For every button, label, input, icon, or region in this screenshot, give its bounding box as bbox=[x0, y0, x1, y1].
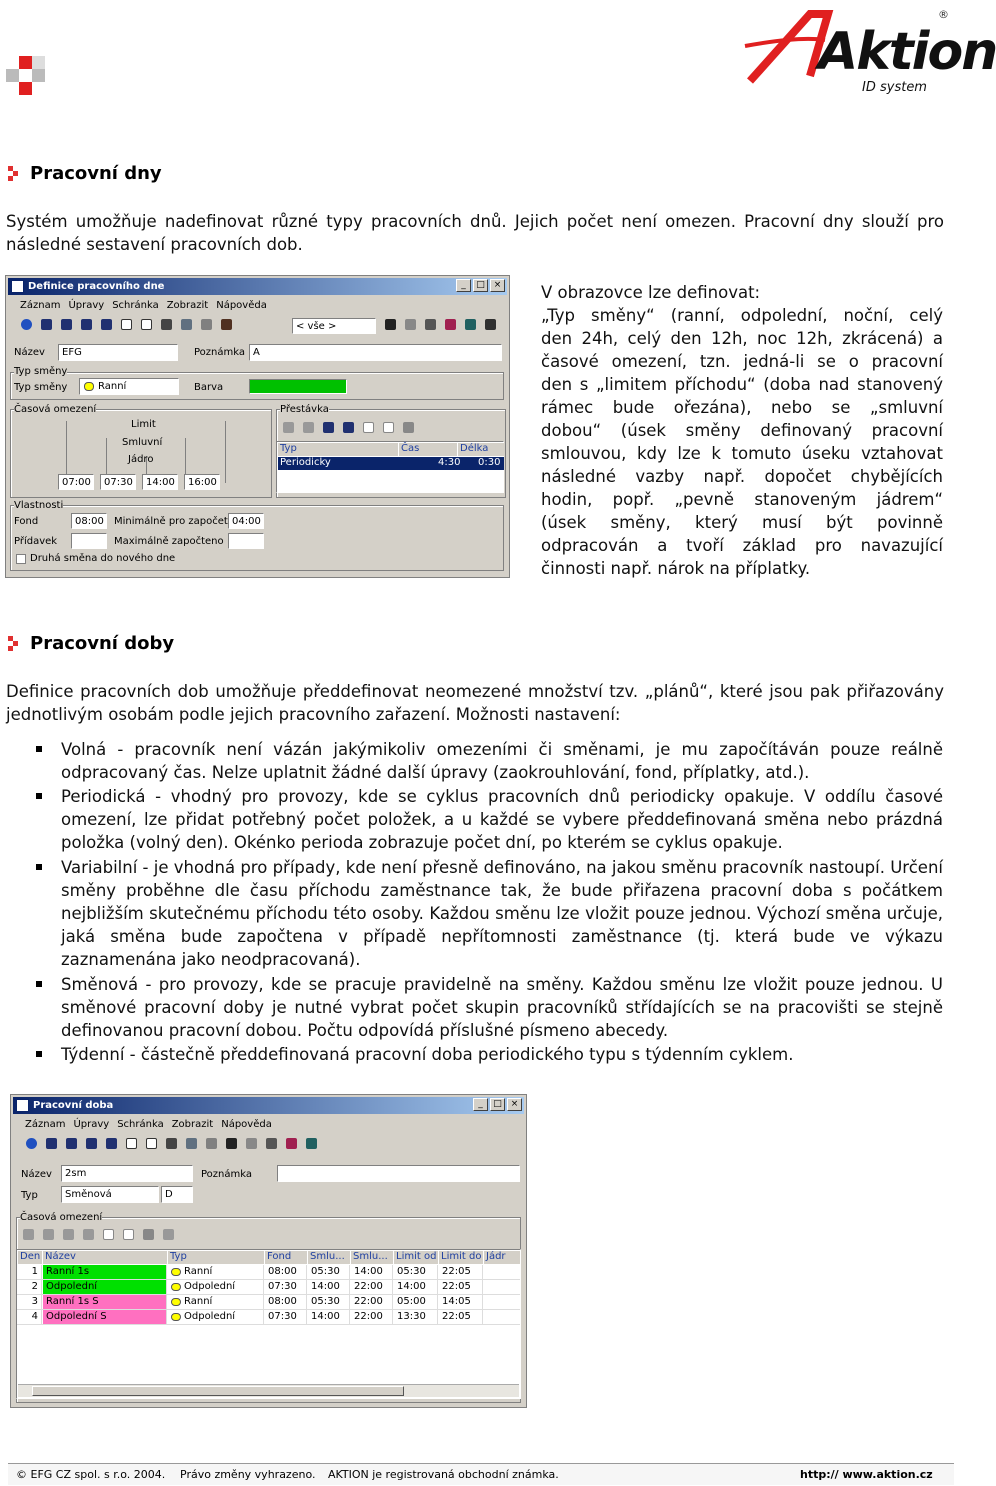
last-record-icon[interactable] bbox=[103, 1135, 120, 1152]
copy-record-icon[interactable] bbox=[138, 316, 155, 333]
next-record-icon[interactable] bbox=[83, 1135, 100, 1152]
window-definice-pracovniho-dne bbox=[5, 275, 510, 578]
table-cell-lo: 05:00 bbox=[394, 1295, 438, 1309]
prev-icon[interactable] bbox=[40, 1226, 57, 1243]
footer-url[interactable]: http:// www.aktion.cz bbox=[800, 1468, 933, 1481]
menu-zaznam[interactable]: Záznam bbox=[25, 1119, 66, 1130]
shift-dot-icon bbox=[171, 1298, 181, 1306]
help-icon[interactable] bbox=[283, 1135, 300, 1152]
logo-subtitle: ID system bbox=[862, 80, 927, 95]
new-icon[interactable] bbox=[360, 419, 377, 436]
typ-field[interactable]: Směnová bbox=[61, 1186, 159, 1203]
copy-icon[interactable] bbox=[380, 419, 397, 436]
grid-header-limit-do[interactable]: Limit do bbox=[441, 1251, 482, 1262]
druha-smena-checkbox[interactable] bbox=[16, 554, 26, 564]
menu-zobrazit[interactable]: Zobrazit bbox=[166, 300, 209, 311]
print-icon[interactable] bbox=[422, 316, 439, 333]
table-row[interactable] bbox=[17, 1295, 520, 1310]
prestavka-toolbar bbox=[280, 419, 417, 439]
bullet-tydenni: Týdenní - částečně předdefinovaná pracovní doba periodického typu s týdenním cyklem. bbox=[61, 1045, 794, 1064]
app-icon bbox=[11, 280, 24, 293]
table-cell-fond: 08:00 bbox=[265, 1295, 307, 1309]
pridavek-label: Přídavek bbox=[14, 536, 58, 547]
grid-cell-cas: 4:30 bbox=[438, 457, 461, 468]
table-cell-lo: 14:00 bbox=[394, 1280, 438, 1294]
table-row[interactable] bbox=[17, 1265, 520, 1280]
toolbar bbox=[18, 316, 235, 336]
page-footer bbox=[8, 1463, 954, 1485]
side-line: činnosti např. nárok na příplatky. bbox=[541, 559, 811, 578]
table-cell-ld: 14:05 bbox=[439, 1295, 483, 1309]
section-bullet-icon bbox=[8, 166, 24, 182]
next-record-icon[interactable] bbox=[78, 316, 95, 333]
binoculars-icon[interactable] bbox=[382, 316, 399, 333]
side-line: časové omezení, tzn. jedná-li se o pracovní bbox=[541, 352, 943, 371]
bullet-variabilni: Variabilní - je vhodná pro případy, kde není přesně definováno, na jakou směnu pracovník nastoupí. Určení směny proběhne dle času příchodu zaměstnance tak, že bude přiřazena pracovní doba s počátkem nejbližším skutečnému příchodu této osoby. Každou směnu lze vložit pouze jednou. Výchozí směna určuje, jaká směna bude započtena v případě nepřítomnosti zaměstnance (tj. která bude ve výkazu zaznamenána jako neodpracovaná). bbox=[61, 858, 943, 969]
delete-record-icon[interactable] bbox=[163, 1135, 180, 1152]
delete-icon[interactable] bbox=[140, 1226, 157, 1243]
grid-header-typ[interactable]: Typ bbox=[168, 1251, 264, 1264]
exit-icon[interactable] bbox=[482, 316, 499, 333]
table-cell-typ: Ranní bbox=[168, 1295, 264, 1309]
new-record-icon[interactable] bbox=[118, 316, 135, 333]
toolbar-right bbox=[382, 316, 499, 336]
section-title-pracovni-doby: Pracovní doby bbox=[30, 633, 175, 654]
aktion-logo bbox=[740, 6, 996, 101]
section1-side-text bbox=[541, 281, 943, 580]
maximize-button[interactable]: □ bbox=[473, 279, 488, 292]
window-title: Definice pracovního dne bbox=[28, 281, 165, 292]
casova-omezeni-label: Časová omezení bbox=[14, 404, 97, 415]
time-field-smluvni-from[interactable]: 07:30 bbox=[100, 474, 136, 490]
registered-mark: ® bbox=[938, 8, 949, 21]
last-icon[interactable] bbox=[340, 419, 357, 436]
grid-header-cas[interactable]: Čas bbox=[399, 443, 457, 456]
table-cell-typ: Odpolední bbox=[168, 1280, 264, 1294]
menu-upravy[interactable]: Úpravy bbox=[68, 300, 105, 311]
grid-header-nazev[interactable]: Název bbox=[43, 1251, 167, 1264]
table-cell-den: 3 bbox=[18, 1295, 42, 1309]
settings-icon[interactable] bbox=[303, 1135, 320, 1152]
menu-schranka[interactable]: Schránka bbox=[117, 1119, 164, 1130]
jadro-label: Jádro bbox=[128, 454, 154, 465]
bullet-marker bbox=[36, 793, 42, 799]
table-cell-fond: 07:30 bbox=[265, 1310, 307, 1324]
table-cell-ld: 22:05 bbox=[439, 1265, 483, 1279]
typ-smeny-value: Ranní bbox=[98, 381, 127, 392]
typ-label: Typ bbox=[21, 1190, 38, 1201]
bullet-marker bbox=[36, 1051, 42, 1057]
casova-toolbar bbox=[20, 1226, 177, 1246]
prestavka-grid bbox=[276, 441, 504, 493]
filter-select[interactable]: < vše > bbox=[292, 318, 376, 334]
menu-schranka[interactable]: Schránka bbox=[112, 300, 159, 311]
fond-field[interactable]: 08:00 bbox=[71, 513, 107, 529]
section1-intro: Systém umožňuje nadefinovat různé typy pracovních dnů. Jejich počet není omezen. Pracovní dny slouží pro následné sestavení pracovních dob. bbox=[6, 212, 944, 254]
nazev-field[interactable]: EFG bbox=[58, 344, 178, 361]
grid-row[interactable] bbox=[278, 457, 504, 470]
casova-omezeni-label: Časová omezení bbox=[20, 1212, 103, 1223]
side-line: hodin, popř. „pevně stanoveným jádrem“ bbox=[541, 490, 943, 509]
save-icon[interactable] bbox=[178, 316, 195, 333]
grid-header-den[interactable]: Den bbox=[20, 1251, 41, 1262]
max-field[interactable] bbox=[228, 533, 264, 549]
help-icon[interactable] bbox=[442, 316, 459, 333]
menu-upravy[interactable]: Úpravy bbox=[73, 1119, 110, 1130]
time-field-smluvni-to[interactable]: 14:00 bbox=[142, 474, 178, 490]
typ-smeny-group-label: Typ směny bbox=[14, 366, 68, 377]
print-preview-icon[interactable] bbox=[243, 1135, 260, 1152]
casova-grid bbox=[16, 1249, 521, 1399]
settings-icon[interactable] bbox=[462, 316, 479, 333]
limit-label: Limit bbox=[131, 419, 156, 430]
prev-icon[interactable] bbox=[300, 419, 317, 436]
table-cell-den: 1 bbox=[18, 1265, 42, 1279]
last-record-icon[interactable] bbox=[98, 316, 115, 333]
bullet-marker bbox=[36, 746, 42, 752]
table-cell-s1: 14:00 bbox=[308, 1310, 350, 1324]
table-cell-nazev: Odpolední bbox=[43, 1280, 167, 1294]
smluvni-label: Smluvní bbox=[122, 437, 163, 448]
section-bullet-icon bbox=[8, 636, 24, 652]
close-button[interactable]: × bbox=[490, 279, 505, 292]
grid-header-smluvni-do[interactable]: Smlu... bbox=[351, 1251, 393, 1264]
poznamka-field[interactable]: A bbox=[249, 344, 502, 361]
grid-header-limit-od[interactable]: Limit od bbox=[396, 1251, 437, 1262]
print-icon[interactable] bbox=[263, 1135, 280, 1152]
menu-zobrazit[interactable]: Zobrazit bbox=[171, 1119, 214, 1130]
poznamka-field[interactable] bbox=[277, 1165, 520, 1182]
table-cell-s2: 14:00 bbox=[351, 1265, 393, 1279]
table-cell-lo: 05:30 bbox=[394, 1265, 438, 1279]
window-title: Pracovní doba bbox=[33, 1100, 114, 1111]
delete-icon[interactable] bbox=[400, 419, 417, 436]
vlastnosti-label: Vlastnosti bbox=[14, 500, 64, 511]
side-line: den 24h, celý den 12h, noc 12h, zkrácená) a bbox=[541, 329, 943, 348]
logo-text: Aktion bbox=[818, 22, 996, 82]
table-cell-typ: Odpolední bbox=[168, 1310, 264, 1324]
bullet-marker bbox=[36, 864, 42, 870]
table-cell-ld: 22:05 bbox=[439, 1310, 483, 1324]
shift-dot-icon bbox=[171, 1283, 181, 1291]
section2-intro: Definice pracovních dob umožňuje předdefinovat neomezené množství tzv. „plánů“, které jsou pak přiřazovány jednotlivým osobám podle jejich pracovního zařazení. Možnosti nastavení: bbox=[6, 682, 944, 724]
bullet-marker bbox=[36, 981, 42, 987]
typ-extra-field[interactable]: D bbox=[161, 1186, 193, 1203]
minimize-grid-icon[interactable] bbox=[160, 1226, 177, 1243]
side-line: odpracován a tvoří základ pro navazující bbox=[541, 536, 943, 555]
side-line: rámec bude ořezána), nebo se „smluvní bbox=[541, 398, 943, 417]
grid-cell-typ: Periodicky bbox=[280, 457, 331, 468]
window-pracovni-doba bbox=[10, 1094, 527, 1408]
menu-napoveda[interactable]: Nápověda bbox=[216, 300, 267, 311]
table-cell-lo: 13:30 bbox=[394, 1310, 438, 1324]
grid-header-fond[interactable]: Fond bbox=[265, 1251, 307, 1264]
fond-label: Fond bbox=[14, 516, 39, 527]
table-row[interactable] bbox=[17, 1280, 520, 1295]
delete-record-icon[interactable] bbox=[158, 316, 175, 333]
table-cell-fond: 08:00 bbox=[265, 1265, 307, 1279]
footer-trademark: AKTION je registrovaná obchodní známka. bbox=[328, 1468, 559, 1481]
table-cell-typ: Ranní bbox=[168, 1265, 264, 1279]
typ-smeny-field[interactable] bbox=[79, 378, 179, 395]
minimize-button[interactable]: _ bbox=[473, 1098, 488, 1111]
poznamka-label: Poznámka bbox=[194, 347, 245, 358]
side-line: dobou“ (úsek směny definovaný pracovní bbox=[541, 421, 943, 440]
grid-header-typ[interactable]: Typ bbox=[278, 443, 398, 456]
new-record-icon[interactable] bbox=[123, 1135, 140, 1152]
barva-color-field[interactable] bbox=[249, 379, 347, 394]
minimize-button[interactable]: _ bbox=[456, 279, 471, 292]
section-title-pracovni-dny: Pracovní dny bbox=[30, 163, 162, 184]
prev-record-icon[interactable] bbox=[63, 1135, 80, 1152]
menu-bar bbox=[20, 298, 267, 314]
horizontal-scrollbar[interactable] bbox=[18, 1384, 519, 1397]
shift-dot-icon bbox=[171, 1268, 181, 1276]
print-preview-icon[interactable] bbox=[402, 316, 419, 333]
first-icon[interactable] bbox=[280, 419, 297, 436]
table-cell-nazev: Ranní 1s bbox=[43, 1265, 167, 1279]
toolbar bbox=[23, 1135, 320, 1155]
pridavek-field[interactable] bbox=[71, 533, 107, 549]
table-cell-fond: 07:30 bbox=[265, 1280, 307, 1294]
bullet-volna: Volná - pracovník není vázán jakýmikoliv omezeními či směnami, je mu započítáván pouze reálně odpracovaný čas. Nelze uplatnit žádné další úpravy (zaokrouhlování, fond, příplatky, atd.). bbox=[61, 740, 943, 782]
prev-record-icon[interactable] bbox=[58, 316, 75, 333]
shift-dot-icon bbox=[171, 1313, 181, 1321]
side-line: smlouvou, kdy lze k tomuto úseku vztahovat bbox=[541, 444, 943, 463]
min-label: Minimálně pro započet bbox=[114, 516, 228, 527]
typ-smeny-label: Typ směny bbox=[14, 382, 68, 393]
new-icon[interactable] bbox=[100, 1226, 117, 1243]
refresh-icon[interactable] bbox=[198, 316, 215, 333]
next-icon[interactable] bbox=[320, 419, 337, 436]
table-cell-ld: 22:05 bbox=[439, 1280, 483, 1294]
grid-header-delka[interactable]: Délka bbox=[458, 443, 504, 456]
prestavka-label: Přestávka bbox=[280, 404, 329, 415]
filter-icon[interactable] bbox=[218, 316, 235, 333]
bullet-periodicka: Periodická - vhodný pro provozy, kde se cyklus pracovních dnů periodicky opakuje. V oddílu časové omezení, lze přidat potřebný počet položek, a u každé se vybere předdefinovaná směna nebo prázdná položka (volný den). Okénko perioda zobrazuje počet dní, po kterém se cyklus opakuje. bbox=[61, 787, 943, 852]
close-button[interactable]: × bbox=[507, 1098, 522, 1111]
menu-bar bbox=[25, 1117, 272, 1133]
scrollbar-thumb[interactable] bbox=[32, 1386, 404, 1396]
poznamka-label: Poznámka bbox=[201, 1169, 252, 1180]
maximize-button[interactable]: □ bbox=[490, 1098, 505, 1111]
table-cell-s2: 22:00 bbox=[351, 1295, 393, 1309]
first-record-icon[interactable] bbox=[43, 1135, 60, 1152]
next-icon[interactable] bbox=[60, 1226, 77, 1243]
window-title-bar bbox=[13, 1097, 524, 1114]
table-cell-nazev: Odpolední S bbox=[43, 1310, 167, 1324]
table-row[interactable] bbox=[17, 1310, 520, 1325]
druha-smena-label: Druhá směna do nového dne bbox=[30, 553, 176, 564]
footer-rights: Právo změny vyhrazeno. bbox=[180, 1468, 316, 1481]
refresh-icon[interactable] bbox=[203, 1135, 220, 1152]
side-line: (úsek směny, který musí být povinně bbox=[541, 513, 943, 532]
save-icon[interactable] bbox=[183, 1135, 200, 1152]
table-cell-s1: 14:00 bbox=[308, 1280, 350, 1294]
barva-label: Barva bbox=[194, 382, 224, 393]
table-cell-den: 2 bbox=[18, 1280, 42, 1294]
footer-copyright: © EFG CZ spol. s r.o. 2004. bbox=[16, 1468, 166, 1481]
table-cell-s2: 22:00 bbox=[351, 1280, 393, 1294]
binoculars-icon[interactable] bbox=[223, 1135, 240, 1152]
max-label: Maximálně započteno bbox=[114, 536, 224, 547]
first-icon[interactable] bbox=[20, 1226, 37, 1243]
table-cell-s2: 22:00 bbox=[351, 1310, 393, 1324]
table-cell-s1: 05:30 bbox=[308, 1265, 350, 1279]
side-line: V obrazovce lze definovat: bbox=[541, 283, 761, 302]
nazev-field[interactable]: 2sm bbox=[61, 1165, 193, 1182]
grid-cell-delka: 0:30 bbox=[478, 457, 501, 468]
side-line: „Typ směny“ (ranní, odpolední, noční, celý bbox=[541, 306, 943, 325]
nazev-label: Název bbox=[21, 1169, 52, 1180]
menu-zaznam[interactable]: Záznam bbox=[20, 300, 61, 311]
table-cell-den: 4 bbox=[18, 1310, 42, 1324]
search-icon[interactable] bbox=[18, 316, 35, 333]
side-line: následné vazby např. dopočet chybějících bbox=[541, 467, 943, 486]
nazev-label: Název bbox=[14, 347, 45, 358]
time-field-limit-to[interactable]: 16:00 bbox=[184, 474, 220, 490]
copy-icon[interactable] bbox=[120, 1226, 137, 1243]
time-field-limit-from[interactable]: 07:00 bbox=[58, 474, 94, 490]
app-icon bbox=[16, 1099, 29, 1112]
window-title-bar bbox=[8, 278, 507, 295]
table-cell-s1: 05:30 bbox=[308, 1295, 350, 1309]
min-field[interactable]: 04:00 bbox=[228, 513, 264, 529]
table-cell-nazev: Ranní 1s S bbox=[43, 1295, 167, 1309]
grid-header-smluvni-od[interactable]: Smlu... bbox=[308, 1251, 350, 1264]
bullet-smenova: Směnová - pro provozy, kde se pracuje pravidelně na směny. Každou směnu lze vložit pouze jednou. U směnové pracovní doby je nutné vybrat počet skupin pracovníků střídajících se na pracovišti se stejně definovanou pracovní dobou. Počtu odpovídá příslušné písmeno abecedy. bbox=[61, 975, 943, 1040]
side-line: den s „limitem příchodu“ (doba nad stanovený bbox=[541, 375, 943, 394]
grid-header-jadro[interactable]: Jádr bbox=[484, 1251, 520, 1264]
shift-dot-icon bbox=[84, 382, 94, 391]
first-record-icon[interactable] bbox=[38, 316, 55, 333]
menu-napoveda[interactable]: Nápověda bbox=[221, 1119, 272, 1130]
copy-record-icon[interactable] bbox=[143, 1135, 160, 1152]
last-icon[interactable] bbox=[80, 1226, 97, 1243]
search-icon[interactable] bbox=[23, 1135, 40, 1152]
